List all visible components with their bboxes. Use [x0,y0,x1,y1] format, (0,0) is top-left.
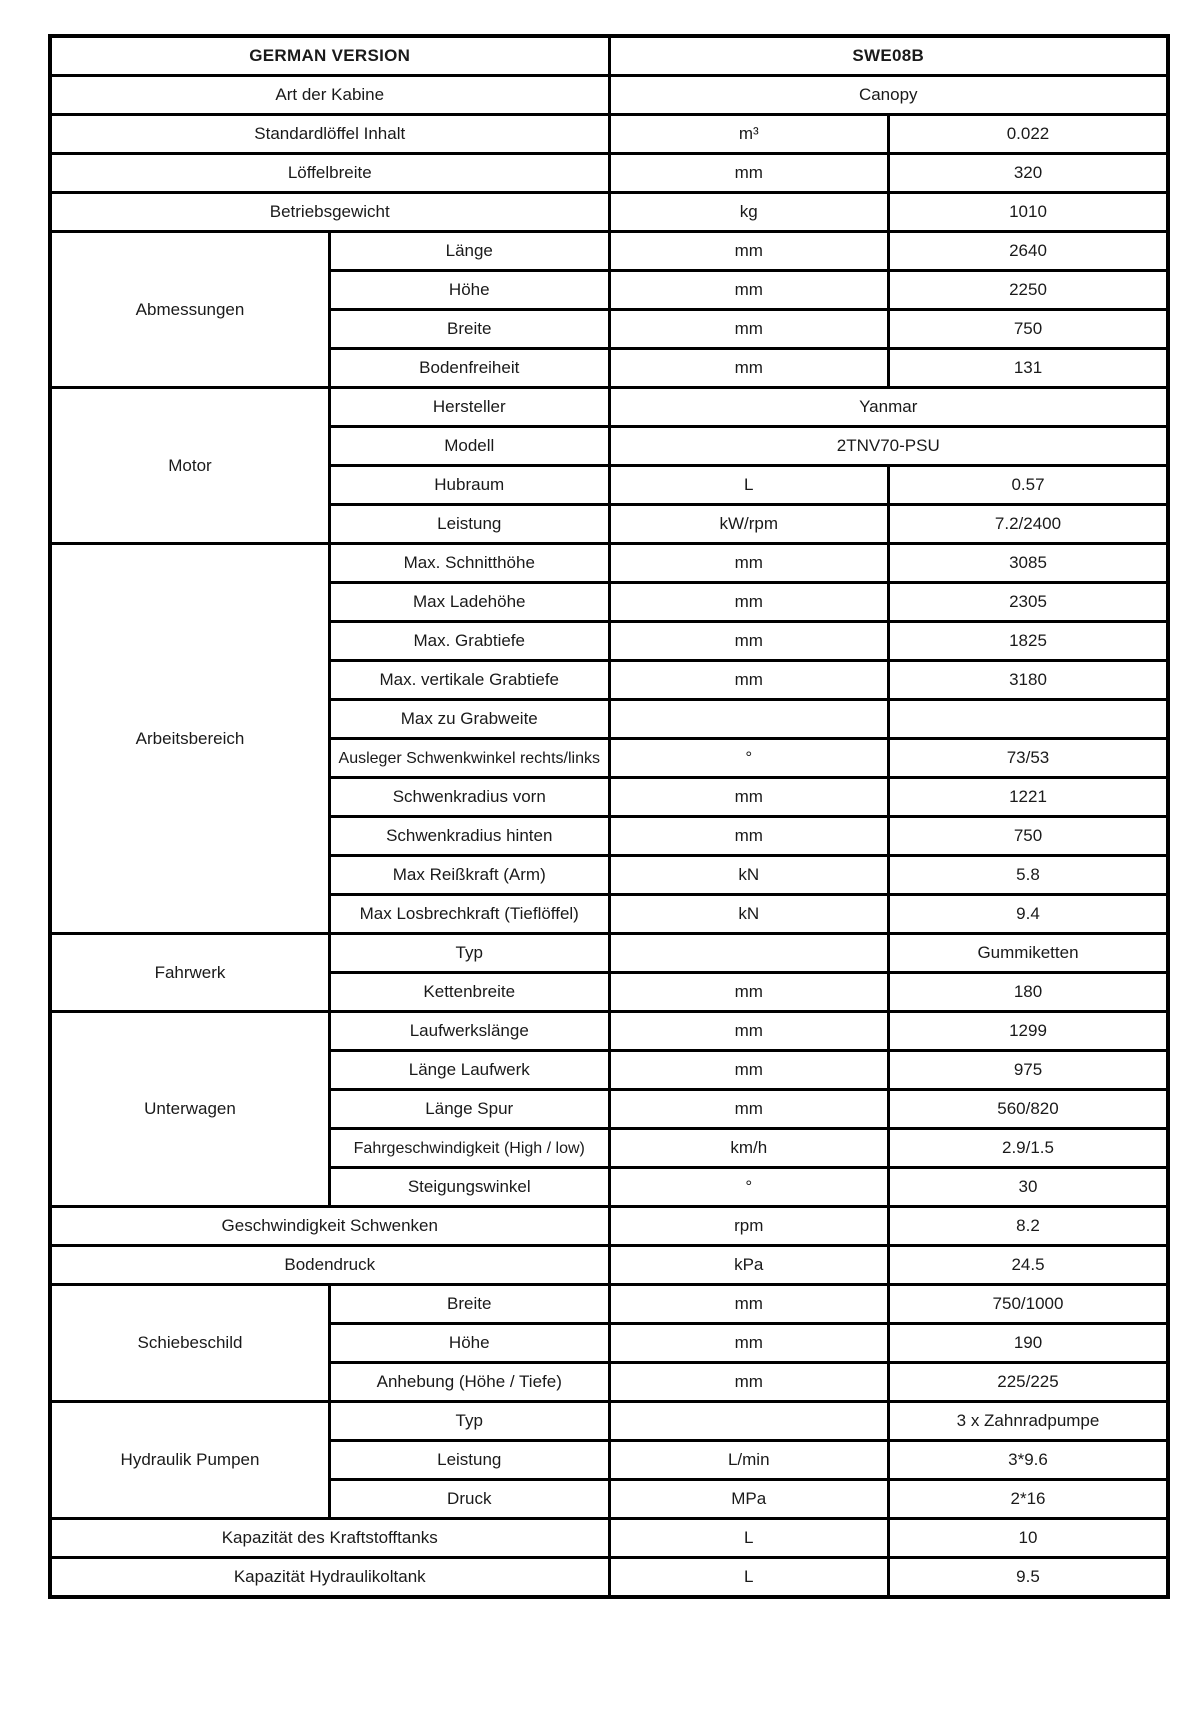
row-unit: MPa [609,1480,889,1519]
table-row [50,1519,1168,1558]
row-unit: mm [609,1285,889,1324]
row-label: Max zu Grabweite [330,700,610,739]
row-unit: mm [609,622,889,661]
row-value: 24.5 [889,1246,1169,1285]
row-label: Kapazität Hydraulikoltank [50,1558,609,1598]
row-label: Hubraum [330,466,610,505]
row-unit: mm [609,310,889,349]
table-row [50,388,1168,427]
row-value: 73/53 [889,739,1169,778]
row-label: Kettenbreite [330,973,610,1012]
row-unit: mm [609,271,889,310]
row-value: 1825 [889,622,1169,661]
row-unit: mm [609,1090,889,1129]
row-value: 750 [889,310,1169,349]
table-row [50,115,1168,154]
row-label: Löffelbreite [50,154,609,193]
row-value: 131 [889,349,1169,388]
table-row [50,1207,1168,1246]
row-label: Standardlöffel Inhalt [50,115,609,154]
row-unit: L/min [609,1441,889,1480]
row-label: Bodendruck [50,1246,609,1285]
row-unit: mm [609,1051,889,1090]
table-row [50,154,1168,193]
row-value: 9.5 [889,1558,1169,1598]
header-row [50,36,1168,76]
row-unit [609,700,889,739]
row-value: 0.022 [889,115,1169,154]
row-label: Max. Grabtiefe [330,622,610,661]
row-label: Leistung [330,505,610,544]
table-row [50,1402,1168,1441]
row-unit: mm [609,154,889,193]
row-value: Yanmar [609,388,1168,427]
row-value: 2*16 [889,1480,1169,1519]
group-label: Unterwagen [50,1012,330,1207]
row-unit: ° [609,1168,889,1207]
row-unit [609,934,889,973]
row-label: Anhebung (Höhe / Tiefe) [330,1363,610,1402]
row-label: Höhe [330,271,610,310]
row-label: Kapazität des Kraftstofftanks [50,1519,609,1558]
row-value: 3 x Zahnradpumpe [889,1402,1169,1441]
row-unit: L [609,1519,889,1558]
row-label: Länge Laufwerk [330,1051,610,1090]
table-row [50,232,1168,271]
row-label: Typ [330,934,610,973]
table-row [50,934,1168,973]
row-label: Modell [330,427,610,466]
row-label: Schwenkradius vorn [330,778,610,817]
row-label: Betriebsgewicht [50,193,609,232]
row-label: Breite [330,310,610,349]
group-label: Fahrwerk [50,934,330,1012]
row-label: Länge [330,232,610,271]
group-label: Motor [50,388,330,544]
table-row [50,1246,1168,1285]
group-label: Schiebeschild [50,1285,330,1402]
row-unit: L [609,1558,889,1598]
row-value: 5.8 [889,856,1169,895]
row-unit: rpm [609,1207,889,1246]
row-unit: km/h [609,1129,889,1168]
row-value: 2TNV70-PSU [609,427,1168,466]
row-value [889,700,1169,739]
row-value: 2640 [889,232,1169,271]
row-label: Breite [330,1285,610,1324]
row-unit: mm [609,973,889,1012]
row-label: Typ [330,1402,610,1441]
row-value: 975 [889,1051,1169,1090]
row-label: Steigungswinkel [330,1168,610,1207]
row-label: Max Ladehöhe [330,583,610,622]
row-label: Laufwerkslänge [330,1012,610,1051]
row-value: 225/225 [889,1363,1169,1402]
row-unit: kPa [609,1246,889,1285]
row-value: 7.2/2400 [889,505,1169,544]
spec-table [48,34,1170,1599]
row-value: 1299 [889,1012,1169,1051]
row-label: Druck [330,1480,610,1519]
row-label: Max Reißkraft (Arm) [330,856,610,895]
header-model: SWE08B [609,36,1168,76]
row-value: 0.57 [889,466,1169,505]
row-label: Leistung [330,1441,610,1480]
group-label: Hydraulik Pumpen [50,1402,330,1519]
table-row [50,1285,1168,1324]
row-value: 1010 [889,193,1169,232]
row-value: 190 [889,1324,1169,1363]
table-row [50,193,1168,232]
row-label: Schwenkradius hinten [330,817,610,856]
row-unit: m³ [609,115,889,154]
row-unit: kN [609,895,889,934]
row-unit: mm [609,349,889,388]
row-unit: mm [609,778,889,817]
row-label: Max Losbrechkraft (Tieflöffel) [330,895,610,934]
row-value: 320 [889,154,1169,193]
row-unit: ° [609,739,889,778]
row-label: Hersteller [330,388,610,427]
group-label: Abmessungen [50,232,330,388]
row-unit [609,1402,889,1441]
row-unit: mm [609,1324,889,1363]
row-unit: mm [609,583,889,622]
row-value: 1221 [889,778,1169,817]
row-label: Ausleger Schwenkwinkel rechts/links [330,739,610,778]
row-label: Geschwindigkeit Schwenken [50,1207,609,1246]
row-unit: kN [609,856,889,895]
header-version: GERMAN VERSION [50,36,609,76]
row-label: Fahrgeschwindigkeit (High / low) [330,1129,610,1168]
row-label: Max. Schnitthöhe [330,544,610,583]
row-unit: mm [609,544,889,583]
row-label: Höhe [330,1324,610,1363]
row-value: 9.4 [889,895,1169,934]
row-unit: mm [609,1012,889,1051]
row-label: Bodenfreiheit [330,349,610,388]
row-label: Art der Kabine [50,76,609,115]
row-value: 750/1000 [889,1285,1169,1324]
group-label: Arbeitsbereich [50,544,330,934]
row-value: Gummiketten [889,934,1169,973]
row-value: 2305 [889,583,1169,622]
row-value: 2250 [889,271,1169,310]
row-value: 3180 [889,661,1169,700]
row-unit: kW/rpm [609,505,889,544]
row-value: 2.9/1.5 [889,1129,1169,1168]
row-unit: mm [609,661,889,700]
table-row [50,1012,1168,1051]
row-value: 3*9.6 [889,1441,1169,1480]
row-unit: mm [609,817,889,856]
row-unit: mm [609,232,889,271]
row-unit: kg [609,193,889,232]
table-row [50,76,1168,115]
row-value: 30 [889,1168,1169,1207]
row-value: Canopy [609,76,1168,115]
row-unit: mm [609,1363,889,1402]
table-row [50,544,1168,583]
row-label: Max. vertikale Grabtiefe [330,661,610,700]
row-value: 750 [889,817,1169,856]
row-value: 560/820 [889,1090,1169,1129]
row-value: 8.2 [889,1207,1169,1246]
row-label: Länge Spur [330,1090,610,1129]
row-value: 10 [889,1519,1169,1558]
row-value: 180 [889,973,1169,1012]
table-row [50,1558,1168,1598]
row-unit: L [609,466,889,505]
row-value: 3085 [889,544,1169,583]
